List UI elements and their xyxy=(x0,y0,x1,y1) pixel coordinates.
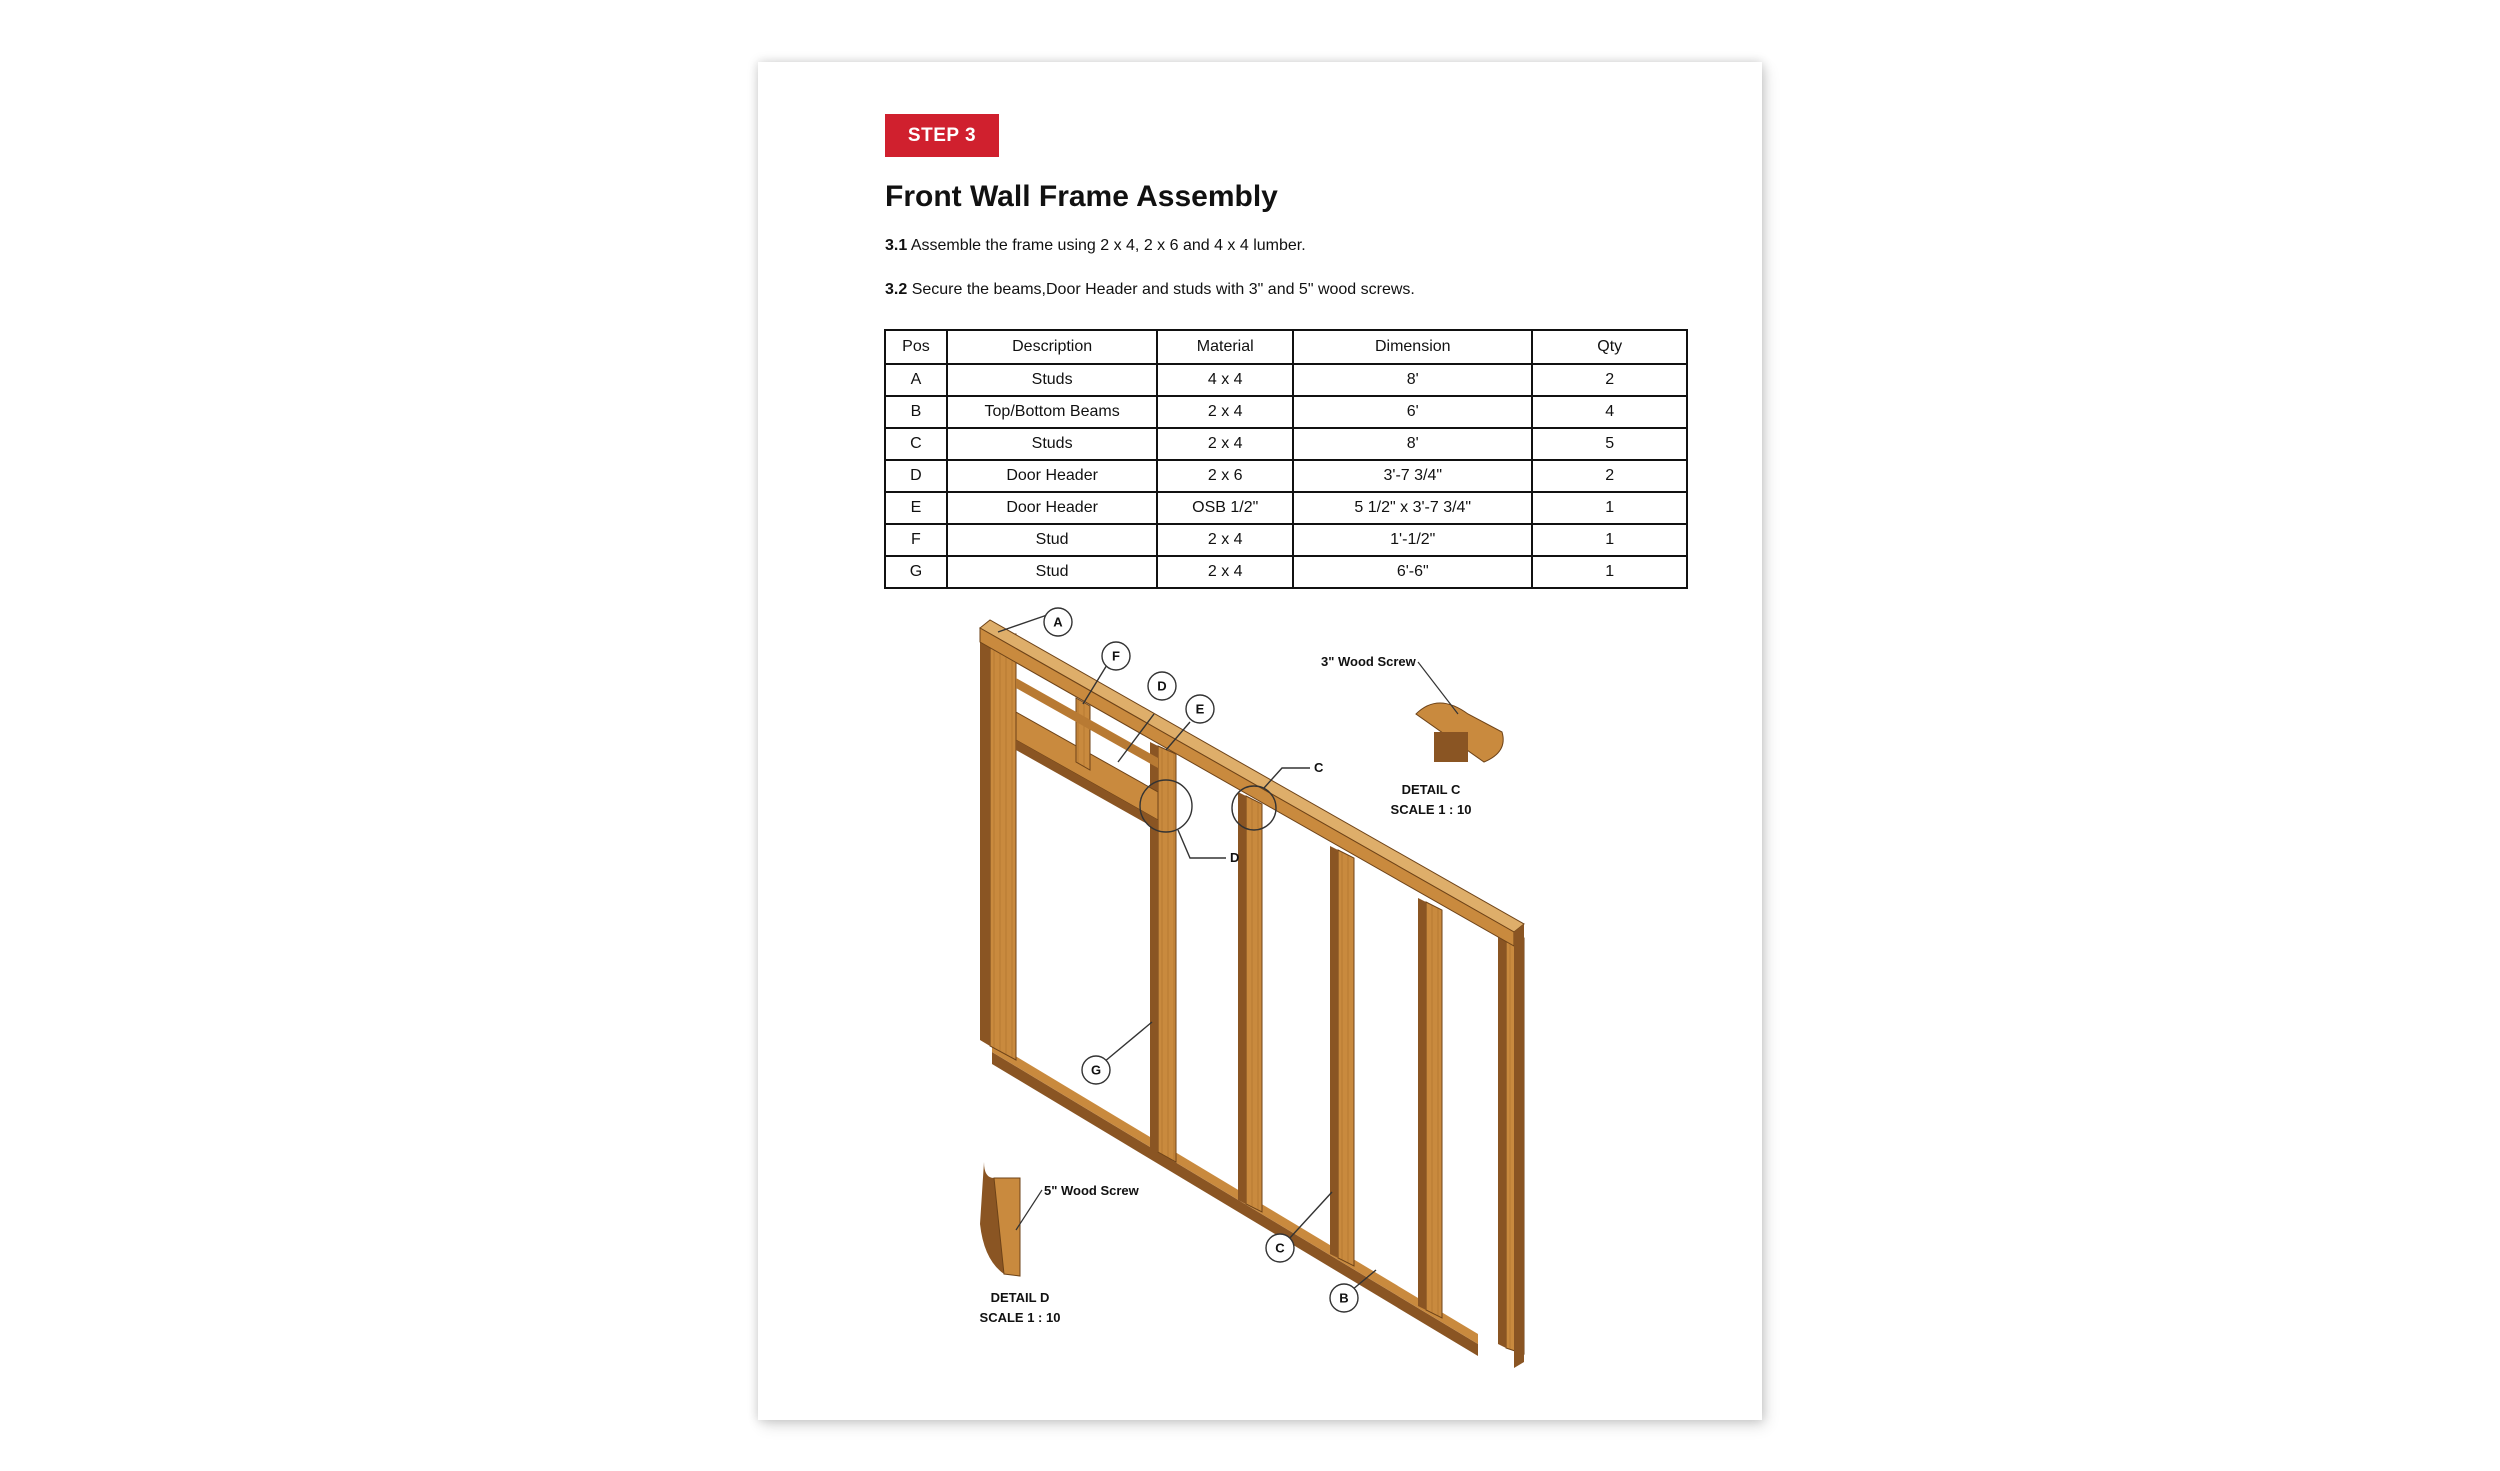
detail-c-screw-label: 3" Wood Screw xyxy=(1321,654,1416,669)
cell-description: Door Header xyxy=(947,492,1158,524)
stud-c-2 xyxy=(1338,850,1354,1266)
cell-pos: E xyxy=(885,492,947,524)
cell-description: Studs xyxy=(947,364,1158,396)
instruction-page xyxy=(758,62,1762,1420)
cell-pos: C xyxy=(885,428,947,460)
cell-dimension: 6' xyxy=(1293,396,1532,428)
callout-letter: E xyxy=(1195,701,1205,717)
cell-qty: 2 xyxy=(1532,460,1687,492)
cell-material: 2 x 6 xyxy=(1157,460,1293,492)
header-pos: Pos xyxy=(885,330,947,364)
cell-description: Door Header xyxy=(947,460,1158,492)
stud-c xyxy=(1246,796,1262,1212)
cell-description: Stud xyxy=(947,556,1158,588)
instruction-number: 3.1 xyxy=(885,237,908,254)
cell-pos: A xyxy=(885,364,947,396)
bottom-beam xyxy=(992,1052,1478,1356)
cell-pos: D xyxy=(885,460,947,492)
callout-letter: F xyxy=(1112,648,1120,664)
cell-material: 2 x 4 xyxy=(1157,556,1293,588)
cell-dimension: 3'-7 3/4" xyxy=(1293,460,1532,492)
detail-d xyxy=(980,1162,1140,1325)
cell-dimension: 1'-1/2" xyxy=(1293,524,1532,556)
callout-letter: B xyxy=(1339,1290,1349,1306)
detail-c-scale: SCALE 1 : 10 xyxy=(1390,802,1472,817)
header-qty: Qty xyxy=(1532,330,1687,364)
cell-material: 2 x 4 xyxy=(1157,396,1293,428)
cell-description: Stud xyxy=(947,524,1158,556)
cell-qty: 1 xyxy=(1532,492,1687,524)
cell-material: OSB 1/2" xyxy=(1157,492,1293,524)
callout-letter: A xyxy=(1053,614,1063,630)
cell-material: 4 x 4 xyxy=(1157,364,1293,396)
cell-qty: 1 xyxy=(1532,524,1687,556)
callout-letter: D xyxy=(1230,850,1240,865)
stud-c-3 xyxy=(1426,902,1442,1318)
stud-a-left xyxy=(990,634,1016,1060)
detail-c-stud xyxy=(1434,732,1468,762)
cell-qty: 1 xyxy=(1532,556,1687,588)
callout-letter: C xyxy=(1275,1240,1285,1256)
detail-c-name: DETAIL C xyxy=(1401,782,1461,797)
callout-letter: G xyxy=(1090,1062,1102,1078)
callout-letter: D xyxy=(1157,678,1167,694)
cell-qty: 2 xyxy=(1532,364,1687,396)
cell-material: 2 x 4 xyxy=(1157,428,1293,460)
callout-letter: C xyxy=(1314,760,1324,775)
right-end xyxy=(1514,924,1524,1368)
header-description: Description xyxy=(947,330,1158,364)
stud-g xyxy=(1158,746,1176,1162)
instruction-number: 3.2 xyxy=(885,281,908,298)
cell-dimension: 6'-6" xyxy=(1293,556,1532,588)
header-dimension: Dimension xyxy=(1293,330,1532,364)
cell-dimension: 8' xyxy=(1293,428,1532,460)
detail-d-name: DETAIL D xyxy=(990,1290,1050,1305)
cell-pos: B xyxy=(885,396,947,428)
cell-pos: G xyxy=(885,556,947,588)
stud-f xyxy=(1076,698,1090,770)
cell-material: 2 x 4 xyxy=(1157,524,1293,556)
page-title: Front Wall Frame Assembly xyxy=(885,180,1278,213)
callouts xyxy=(998,608,1376,1312)
step-badge: STEP 3 xyxy=(885,114,999,157)
cell-pos: F xyxy=(885,524,947,556)
detail-c xyxy=(1321,654,1503,817)
cell-description: Top/Bottom Beams xyxy=(947,396,1158,428)
instruction-text: Secure the beams,Door Header and studs with 3" and 5" wood screws. xyxy=(907,281,1415,298)
cell-dimension: 8' xyxy=(1293,364,1532,396)
header-material: Material xyxy=(1157,330,1293,364)
cell-qty: 4 xyxy=(1532,396,1687,428)
detail-d-scale: SCALE 1 : 10 xyxy=(979,1310,1061,1325)
cell-dimension: 5 1/2" x 3'-7 3/4" xyxy=(1293,492,1532,524)
cell-description: Studs xyxy=(947,428,1158,460)
instruction-text: Assemble the frame using 2 x 4, 2 x 6 and 4 x 4 lumber. xyxy=(907,237,1306,254)
detail-d-screw-label: 5" Wood Screw xyxy=(1044,1183,1139,1198)
wall-frame-diagram xyxy=(758,62,1762,1420)
cell-qty: 5 xyxy=(1532,428,1687,460)
